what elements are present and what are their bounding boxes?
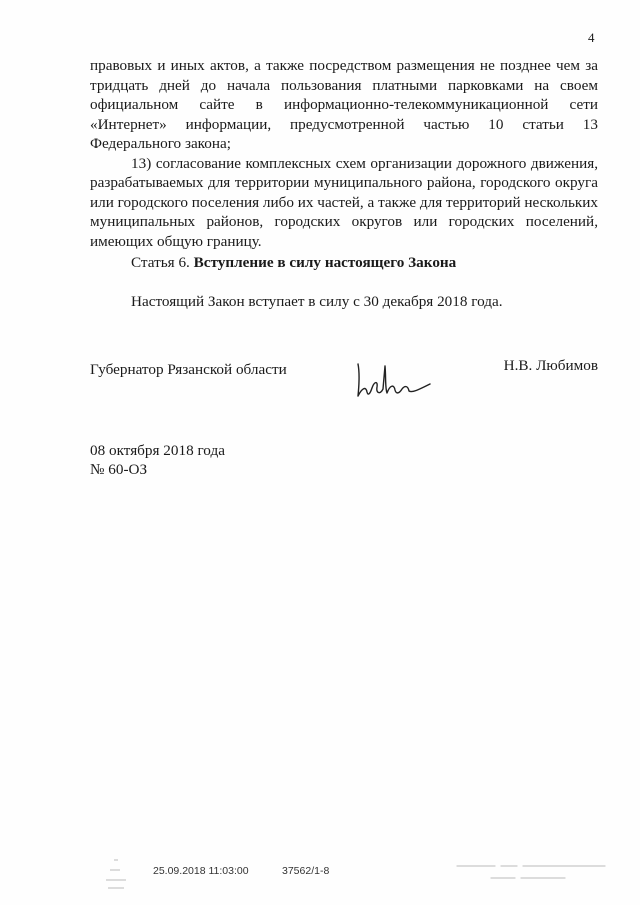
- footer-faint-stamp: [86, 858, 136, 896]
- article-title: Вступление в силу настоящего Закона: [193, 254, 457, 271]
- registry-stamp-faint: [455, 858, 615, 893]
- date-block: [90, 441, 225, 479]
- law-body-text: [90, 56, 598, 251]
- governor-title: Губернатор Рязанской области: [90, 361, 287, 378]
- footer-timestamp: 25.09.2018 11:03:00: [153, 865, 249, 877]
- article-number: Статья 6.: [131, 254, 190, 271]
- footer-doc-number: 37562/1-8: [282, 865, 330, 877]
- handwritten-signature: [352, 360, 432, 402]
- signing-date: 08 октября 2018 года: [90, 442, 225, 459]
- law-number: № 60-ОЗ: [90, 461, 148, 478]
- paragraph-item-13: 13) согласование комплексных схем организации дорожного движения, разрабатываемых для территории муниципального района, городского округа или городского поселения либо их частей, а также для территорий нескольких муниципальных районов, городских округов или городских поселений, имеющих общую границу.: [90, 154, 598, 250]
- governor-name: Н.В. Любимов: [503, 357, 598, 374]
- faint-registry-text: [455, 858, 615, 888]
- paragraph-continued: правовых и иных актов, а также посредством размещения не позднее чем за тридцать дней до начала пользования платными парковками на своем официальном сайте в информационно-телекоммуникационной сети «Интернет» информации, предусмотренной частью 10 статьи 13 Федерального закона;: [90, 57, 598, 152]
- page-number: 4: [588, 30, 595, 45]
- signature-row: [90, 357, 598, 400]
- article-text: Настоящий Закон вступает в силу с 30 декабря 2018 года.: [131, 293, 503, 310]
- faint-stamp-mark: [86, 858, 136, 894]
- article-heading: [131, 253, 456, 273]
